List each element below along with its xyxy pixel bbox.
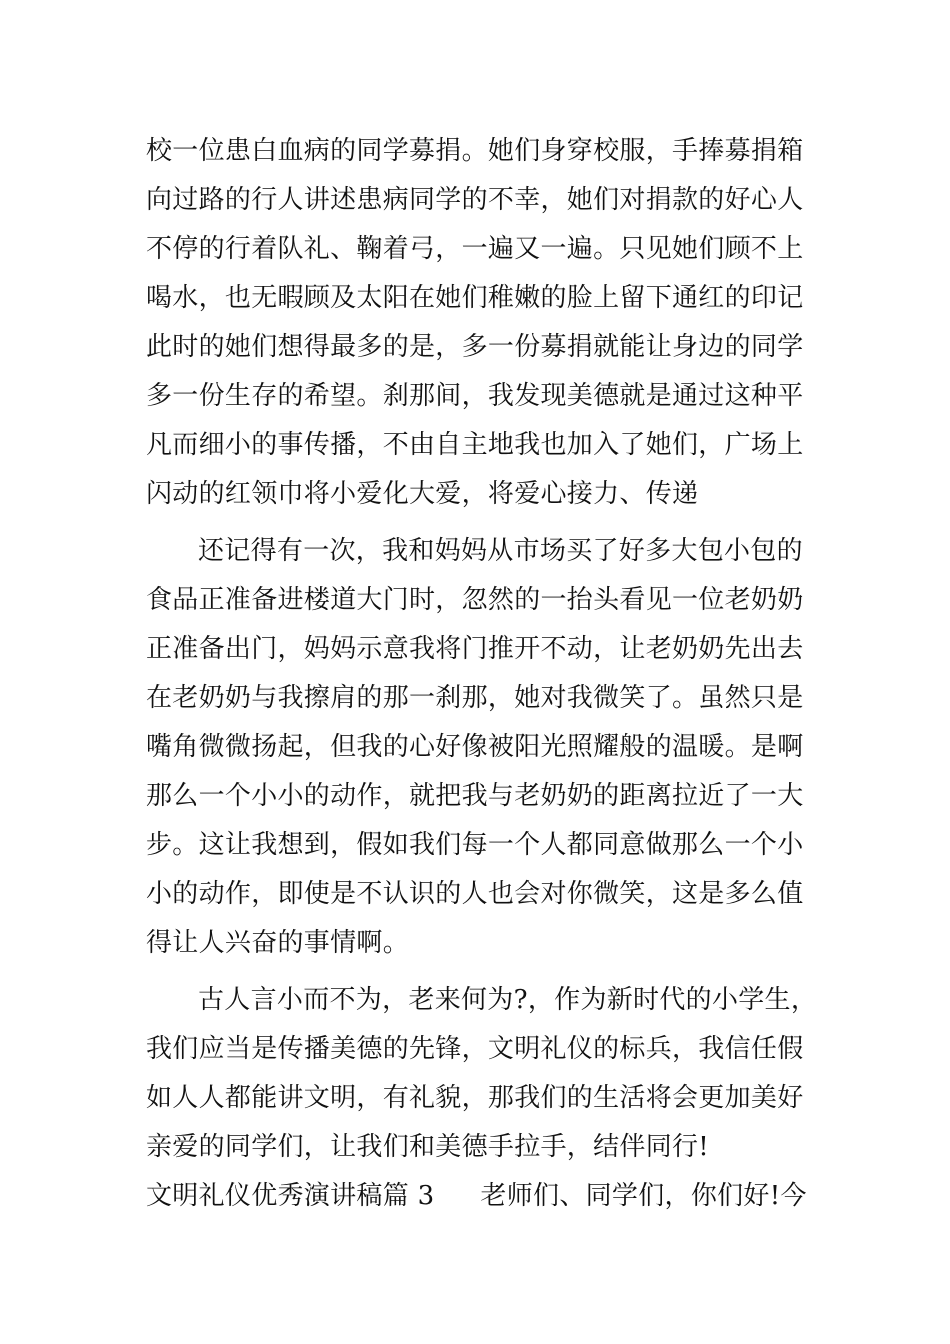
paragraph-line: 凡而细小的事传播，不由自主地我也加入了她们，广场上	[146, 430, 804, 460]
paragraph-line: 得让人兴奋的事情啊。	[146, 928, 410, 958]
paragraph-line: 嘴角微微扬起，但我的心好像被阳光照耀般的温暖。是啊	[146, 732, 804, 762]
paragraph-line: 校一位患白血病的同学募捐。她们身穿校服，手捧募捐箱	[146, 136, 804, 166]
paragraph-line: 不停的行着队礼、鞠着弓，一遍又一遍。只见她们顾不上	[146, 234, 804, 264]
paragraph-line: 我们应当是传播美德的先锋，文明礼仪的标兵，我信任假	[146, 1034, 804, 1064]
paragraph-line: 亲爱的同学们，让我们和美德手拉手，结伴同行!	[146, 1132, 710, 1162]
paragraph-line: 向过路的行人讲述患病同学的不幸，她们对捐款的好心人	[146, 185, 804, 215]
paragraph-line: 此时的她们想得最多的是，多一份募捐就能让身边的同学	[146, 332, 804, 362]
paragraph-line: 食品正准备进楼道大门时，忽然的一抬头看见一位老奶奶	[146, 585, 804, 615]
paragraph-line: 步。这让我想到，假如我们每一个人都同意做那么一个小	[146, 830, 804, 860]
paragraph-line: 古人言小而不为，老来何为?，作为新时代的小学生，	[198, 985, 818, 1015]
section-title: 文明礼仪优秀演讲稿篇 3	[146, 1181, 435, 1211]
paragraph-line: 多一份生存的希望。刹那间，我发现美德就是通过这种平	[146, 381, 804, 411]
paragraph-line: 在老奶奶与我擦肩的那一刹那，她对我微笑了。虽然只是	[146, 683, 804, 713]
paragraph-line: 闪动的红领巾将小爱化大爱，将爱心接力、传递	[146, 479, 699, 509]
paragraph-line: 小的动作，即使是不认识的人也会对你微笑，这是多么值	[146, 879, 804, 909]
paragraph-line: 那么一个小小的动作，就把我与老奶奶的距离拉近了一大	[146, 781, 804, 811]
section-heading	[146, 1176, 816, 1216]
paragraph-line: 如人人都能讲文明，有礼貌，那我们的生活将会更加美好	[146, 1083, 804, 1113]
section-opening-text: 老师们、同学们，你们好!今	[480, 1181, 807, 1211]
paragraph-line: 还记得有一次，我和妈妈从市场买了好多大包小包的	[198, 536, 803, 566]
paragraph-line: 喝水，也无暇顾及太阳在她们稚嫩的脸上留下通红的印记	[146, 283, 804, 313]
paragraph-line: 正准备出门，妈妈示意我将门推开不动，让老奶奶先出去	[146, 634, 804, 664]
